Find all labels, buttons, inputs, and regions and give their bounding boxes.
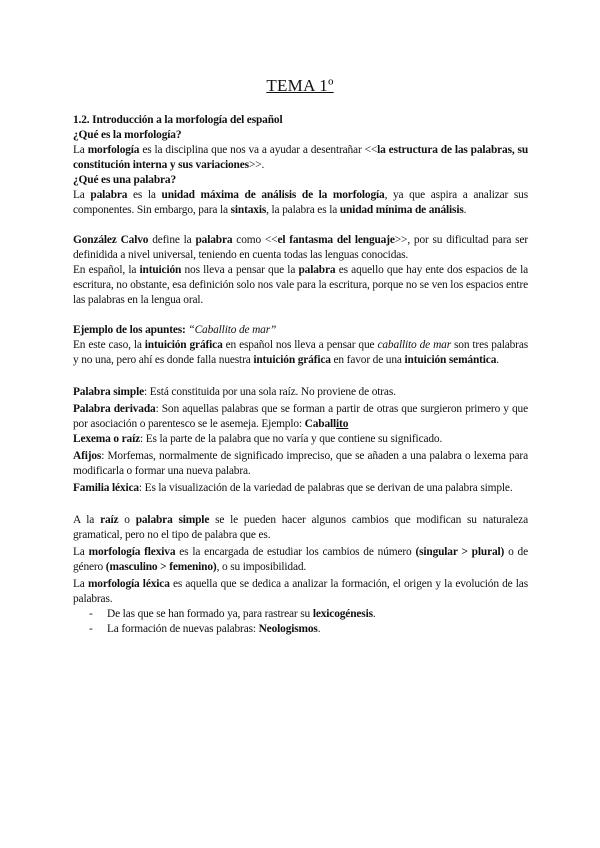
definition-lexeme: Lexema o raíz: Es la parte de la palabra que no varía y que contiene su significado. [73, 433, 443, 445]
paragraph-gonzalez-calvo: González Calvo define la palabra como <<el fantasma del lenguaje>>, por su dificultad para ser definidida a nivel universal, teniendo en cuenta todas las lenguas conocidas. [73, 234, 528, 261]
paragraph-lexical-morphology: La morfología léxica es aquella que se dedica a analizar la formación, el origen y la evolución de las palabras. [73, 578, 528, 605]
definition-lexical-family: Familia léxica: Es la visualización de la variedad de palabras que se derivan de una palabra simple. [73, 482, 513, 494]
paragraph-example: En este caso, la intuición gráfica en español nos lleva a pensar que caballito de mar son tres palabras y no una, pero ahí es donde falla nuestra intuición gráfica en favor de una intuición semántica. [73, 339, 529, 366]
definition-simple-word: Palabra simple: Está constituida por una sola raíz. No proviene de otras. [73, 386, 396, 398]
question-word: ¿Qué es una palabra? [73, 174, 177, 186]
paragraph-inflectional-morphology: La morfología flexiva es la encargada de estudiar los cambios de número (singular > plural) o de género (masculino > femenino), o su imposibilidad. [73, 546, 528, 573]
document-body [73, 113, 528, 637]
paragraph-word-definition: La palabra es la unidad máxima de análisis de la morfología, ya que aspira a analizar sus componentes. Sin embargo, para la sintaxis, la palabra es la unidad mínima de análisis. [73, 189, 528, 216]
example-heading: Ejemplo de los apuntes: “Caballito de mar” [73, 324, 277, 336]
list-item: - La formación de nuevas palabras: Neologismos. [89, 622, 528, 637]
lexical-morphology-list [73, 607, 528, 637]
definition-affixes: Afijos: Morfemas, normalmente de significado impreciso, que se añaden a una palabra o lexema para modificarla o formar una nueva palabra. [73, 450, 528, 477]
paragraph-intuition: En español, la intuición nos lleva a pensar que la palabra es aquello que hay ente dos espacios de la escritura, no obstante, esa definición solo nos vale para la escritura, porque no se ven los espacios entre las palabras en la lengua oral. [73, 264, 528, 306]
question-morphology: ¿Qué es la morfología? [73, 129, 182, 141]
paragraph-morphology-definition: La morfología es la disciplina que nos va a ayudar a desentrañar <<la estructura de las palabras, su constitución interna y sus variaciones>>. [73, 144, 529, 171]
section-heading: 1.2. Introducción a la morfología del español [73, 114, 283, 126]
page-title: TEMA 1º [266, 76, 334, 95]
list-item: - De las que se han formado ya, para rastrear su lexicogénesis. [89, 607, 528, 622]
paragraph-root-changes: A la raíz o palabra simple se le pueden hacer algunos cambios que modifican su naturaleza gramatical, pero no el tipo de palabra que es. [73, 514, 528, 541]
definition-derived-word: Palabra derivada: Son aquellas palabras que se forman a partir de otras que surgieron primero y que por asociación o parentesco se le asemeja. Ejemplo: Caballito [73, 403, 528, 430]
